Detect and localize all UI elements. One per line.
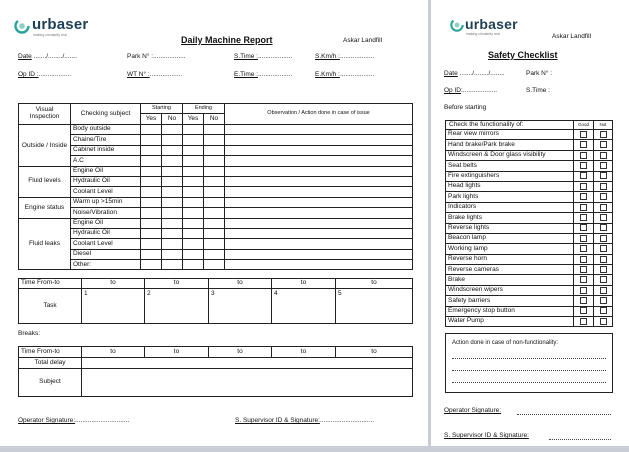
to-label: to bbox=[272, 347, 336, 358]
checklist-s-time-label: S.Time : bbox=[526, 87, 550, 94]
good-checkbox[interactable] bbox=[580, 307, 587, 314]
park-no-label: Park N° : bbox=[127, 53, 154, 60]
s-time-label: S.Time : bbox=[234, 53, 258, 60]
not-checkbox[interactable] bbox=[600, 162, 607, 169]
task-cell-4[interactable] bbox=[272, 289, 336, 324]
op-id-value: .................. bbox=[38, 71, 72, 78]
e-time-label: E.Time : bbox=[234, 71, 258, 78]
s-km-field[interactable] bbox=[315, 53, 374, 60]
op-id-label: Op ID : bbox=[18, 71, 39, 78]
end-yes-cell[interactable] bbox=[183, 228, 204, 238]
s-time-field[interactable] bbox=[234, 53, 292, 60]
start-yes-cell[interactable] bbox=[141, 249, 162, 259]
check-item: Cabinet inside bbox=[71, 145, 141, 155]
task-cell-2[interactable] bbox=[145, 289, 209, 324]
to-label: to bbox=[272, 279, 336, 289]
date-label: Date bbox=[18, 53, 32, 60]
header-visual-inspection: Visual Inspection bbox=[19, 104, 71, 125]
checklist-item: Windscreen wipers bbox=[446, 285, 574, 295]
good-checkbox[interactable] bbox=[580, 152, 587, 159]
end-yes-cell[interactable] bbox=[183, 156, 204, 166]
check-item: Noise/Vibration bbox=[71, 208, 141, 218]
s-km-value: ................... bbox=[339, 53, 375, 60]
supervisor-signature[interactable] bbox=[235, 417, 374, 424]
start-yes-cell[interactable] bbox=[141, 135, 162, 145]
report-title: Daily Machine Report bbox=[181, 35, 273, 45]
checklist-item: Fire extinguishers bbox=[446, 171, 574, 181]
checklist-item: Indicators bbox=[446, 202, 574, 212]
not-checkbox[interactable] bbox=[600, 276, 607, 283]
observation-cell[interactable] bbox=[225, 156, 413, 166]
wt-no-field[interactable] bbox=[127, 71, 182, 78]
start-no-cell[interactable] bbox=[162, 125, 183, 135]
observation-cell[interactable] bbox=[225, 166, 413, 176]
check-item: Body outside bbox=[71, 125, 141, 135]
end-no-cell[interactable] bbox=[204, 176, 225, 186]
good-checkbox[interactable] bbox=[580, 318, 587, 325]
to-label: to bbox=[209, 279, 272, 289]
checklist-item: Safety barriers bbox=[446, 296, 574, 306]
not-checkbox[interactable] bbox=[600, 307, 607, 314]
start-no-cell[interactable] bbox=[162, 176, 183, 186]
operator-signature-dots: .............................. bbox=[75, 417, 130, 424]
check-item: Engine Oil bbox=[71, 218, 141, 228]
header-checking-subject: Checking subject bbox=[71, 104, 141, 125]
end-yes-cell[interactable] bbox=[183, 166, 204, 176]
task-number: 4 bbox=[274, 290, 278, 297]
check-item: Diesel bbox=[71, 249, 141, 259]
not-checkbox[interactable] bbox=[600, 172, 607, 179]
to-label: to bbox=[145, 279, 209, 289]
check-item: Hydraulic Oil bbox=[71, 176, 141, 186]
action-line-2 bbox=[452, 370, 606, 371]
op-id-field[interactable] bbox=[18, 71, 71, 78]
good-checkbox[interactable] bbox=[580, 131, 587, 138]
e-km-field[interactable] bbox=[315, 71, 374, 78]
e-km-label: E.Km/h : bbox=[315, 71, 340, 78]
checklist-item: Reverse lights bbox=[446, 223, 574, 233]
checklist-item: Seat belts bbox=[446, 161, 574, 171]
checklist-item: Rear view mirrors bbox=[446, 130, 574, 140]
good-checkbox[interactable] bbox=[580, 141, 587, 148]
functionality-header: Check the functionality of: bbox=[446, 121, 574, 130]
good-checkbox[interactable] bbox=[580, 235, 587, 242]
start-yes-cell[interactable] bbox=[141, 166, 162, 176]
check-item: Chaine/Tire bbox=[71, 135, 141, 145]
observation-cell[interactable] bbox=[225, 135, 413, 145]
not-checkbox[interactable] bbox=[600, 152, 607, 159]
task-number: 2 bbox=[147, 290, 151, 297]
header-end-yes: Yes bbox=[183, 114, 204, 125]
checklist-item: Working lamp bbox=[446, 244, 574, 254]
check-item: Other: bbox=[71, 260, 141, 270]
good-checkbox[interactable] bbox=[580, 193, 587, 200]
end-no-cell[interactable] bbox=[204, 145, 225, 155]
start-no-cell[interactable] bbox=[162, 156, 183, 166]
start-yes-cell[interactable] bbox=[141, 228, 162, 238]
good-checkbox[interactable] bbox=[580, 276, 587, 283]
not-checkbox[interactable] bbox=[600, 266, 607, 273]
end-yes-cell[interactable] bbox=[183, 135, 204, 145]
not-checkbox[interactable] bbox=[600, 214, 607, 221]
good-checkbox[interactable] bbox=[580, 245, 587, 252]
safety-checklist-page bbox=[431, 0, 629, 446]
not-checkbox[interactable] bbox=[600, 183, 607, 190]
end-yes-cell[interactable] bbox=[183, 249, 204, 259]
park-no-field[interactable] bbox=[127, 53, 186, 60]
end-no-cell[interactable] bbox=[204, 187, 225, 197]
s-time-value: ................... bbox=[257, 53, 293, 60]
checklist-item: Beacon lamp bbox=[446, 233, 574, 243]
checklist-item: Brake bbox=[446, 275, 574, 285]
observation-cell[interactable] bbox=[225, 260, 413, 270]
urbaser-logo-icon bbox=[14, 18, 30, 34]
good-checkbox[interactable] bbox=[580, 287, 587, 294]
e-time-value: ................... bbox=[257, 71, 293, 78]
not-checkbox[interactable] bbox=[600, 224, 607, 231]
e-km-value: ................... bbox=[339, 71, 375, 78]
start-yes-cell[interactable] bbox=[141, 239, 162, 249]
date-field[interactable] bbox=[18, 53, 77, 60]
check-item: Coolant Level bbox=[71, 239, 141, 249]
start-yes-cell[interactable] bbox=[141, 218, 162, 228]
checklist-item: Windscreen & Door glass visibility bbox=[446, 150, 574, 160]
start-no-cell[interactable] bbox=[162, 239, 183, 249]
start-yes-cell[interactable] bbox=[141, 176, 162, 186]
end-yes-cell[interactable] bbox=[183, 125, 204, 135]
start-no-cell[interactable] bbox=[162, 166, 183, 176]
not-checkbox[interactable] bbox=[600, 287, 607, 294]
check-item: A.C bbox=[71, 156, 141, 166]
check-item: Engine Oil bbox=[71, 166, 141, 176]
good-checkbox[interactable] bbox=[580, 256, 587, 263]
date-value: ......./......../....... bbox=[33, 53, 77, 60]
end-yes-cell[interactable] bbox=[183, 176, 204, 186]
end-no-cell[interactable] bbox=[204, 249, 225, 259]
observation-cell[interactable] bbox=[225, 228, 413, 238]
checklist-date-label: Date bbox=[444, 70, 458, 77]
start-yes-cell[interactable] bbox=[141, 156, 162, 166]
to-label: to bbox=[82, 347, 145, 358]
check-item: Hydraulic Oil bbox=[71, 228, 141, 238]
header-end-no: No bbox=[204, 114, 225, 125]
start-yes-cell[interactable] bbox=[141, 125, 162, 135]
supervisor-signature-dots: .............................. bbox=[319, 417, 375, 424]
checklist-park-no-field[interactable] bbox=[526, 70, 552, 77]
end-no-cell[interactable] bbox=[204, 208, 225, 218]
header-start-no: No bbox=[162, 114, 183, 125]
park-no-value: .................. bbox=[153, 53, 186, 60]
start-no-cell[interactable] bbox=[162, 208, 183, 218]
good-checkbox[interactable] bbox=[580, 266, 587, 273]
observation-cell[interactable] bbox=[225, 239, 413, 249]
task-label: Task bbox=[19, 289, 82, 324]
checklist-item: Water Pump bbox=[446, 317, 574, 327]
end-yes-cell[interactable] bbox=[183, 208, 204, 218]
not-checkbox[interactable] bbox=[600, 318, 607, 325]
to-label: to bbox=[336, 279, 413, 289]
header-observation: Observation / Action done in case of issue bbox=[225, 104, 413, 125]
checklist-item: Reverse cameras bbox=[446, 265, 574, 275]
wt-no-value: .................. bbox=[149, 71, 183, 78]
to-label: to bbox=[336, 347, 413, 358]
checklist-item: Reverse horn bbox=[446, 254, 574, 264]
header-starting: Starting bbox=[141, 104, 183, 114]
time-from-to-label: Time From-to bbox=[19, 279, 82, 289]
observation-cell[interactable] bbox=[225, 125, 413, 135]
end-yes-cell[interactable] bbox=[183, 187, 204, 197]
brand-name: urbaser bbox=[32, 16, 89, 33]
checklist-date-field[interactable] bbox=[444, 70, 505, 77]
urbaser-logo-icon bbox=[450, 18, 464, 32]
before-starting-label: Before starting bbox=[444, 104, 487, 111]
start-no-cell[interactable] bbox=[162, 135, 183, 145]
good-checkbox[interactable] bbox=[580, 204, 587, 211]
start-no-cell[interactable] bbox=[162, 218, 183, 228]
start-yes-cell[interactable] bbox=[141, 208, 162, 218]
observation-cell[interactable] bbox=[225, 145, 413, 155]
end-no-cell[interactable] bbox=[204, 239, 225, 249]
task-number: 5 bbox=[338, 290, 342, 297]
task-table bbox=[18, 278, 413, 324]
observation-cell[interactable] bbox=[225, 176, 413, 186]
end-yes-cell[interactable] bbox=[183, 218, 204, 228]
start-yes-cell[interactable] bbox=[141, 145, 162, 155]
e-time-field[interactable] bbox=[234, 71, 292, 78]
operator-signature-line bbox=[517, 414, 611, 415]
not-checkbox[interactable] bbox=[600, 256, 607, 263]
end-yes-cell[interactable] bbox=[183, 197, 204, 207]
observation-cell[interactable] bbox=[225, 249, 413, 259]
checklist-item: Head lights bbox=[446, 181, 574, 191]
observation-cell[interactable] bbox=[225, 197, 413, 207]
checklist-supervisor-signature[interactable]: S. Supervisor ID & Signature: bbox=[444, 432, 529, 439]
subject-cell[interactable] bbox=[82, 369, 413, 397]
supervisor-signature-label: S. Supervisor ID & Signature: bbox=[235, 417, 320, 424]
checklist-item: Brake lights bbox=[446, 213, 574, 223]
checklist-item: Park lights bbox=[446, 192, 574, 202]
group-fluid-levels: Fluid levels bbox=[19, 166, 71, 197]
checklist-item: Hand brake/Park brake bbox=[446, 140, 574, 150]
start-no-cell[interactable] bbox=[162, 249, 183, 259]
good-checkbox[interactable] bbox=[580, 183, 587, 190]
checklist-op-id-field[interactable] bbox=[444, 87, 497, 94]
checklist-title: Safety Checklist bbox=[488, 50, 558, 60]
end-no-cell[interactable] bbox=[204, 218, 225, 228]
start-yes-cell[interactable] bbox=[141, 260, 162, 270]
group-engine-status: Engine status bbox=[19, 197, 71, 218]
start-yes-cell[interactable] bbox=[141, 187, 162, 197]
good-checkbox[interactable] bbox=[580, 214, 587, 221]
to-label: to bbox=[82, 279, 145, 289]
operator-signature[interactable] bbox=[18, 417, 129, 424]
end-yes-cell[interactable] bbox=[183, 260, 204, 270]
breaks-label: Breaks: bbox=[18, 330, 41, 337]
end-no-cell[interactable] bbox=[204, 197, 225, 207]
good-checkbox[interactable] bbox=[580, 224, 587, 231]
wt-no-label: WT N° : bbox=[127, 71, 150, 78]
end-yes-cell[interactable] bbox=[183, 239, 204, 249]
brand-tagline: making circularity real bbox=[33, 33, 67, 37]
not-checkbox[interactable] bbox=[600, 235, 607, 242]
task-cell-5[interactable] bbox=[336, 289, 413, 324]
checklist-item: Emergency stop button bbox=[446, 306, 574, 316]
observation-cell[interactable] bbox=[225, 187, 413, 197]
end-yes-cell[interactable] bbox=[183, 145, 204, 155]
supervisor-signature-line bbox=[549, 439, 611, 440]
to-label: to bbox=[209, 347, 272, 358]
brand-tagline: making circularity real bbox=[466, 32, 500, 36]
observation-cell[interactable] bbox=[225, 218, 413, 228]
total-delay-label: Total delay bbox=[19, 358, 82, 369]
not-checkbox[interactable] bbox=[600, 131, 607, 138]
not-checkbox[interactable] bbox=[600, 297, 607, 304]
end-no-cell[interactable] bbox=[204, 125, 225, 135]
breaks-table bbox=[18, 346, 413, 397]
task-number: 3 bbox=[211, 290, 215, 297]
checklist-site: Askar Landfill bbox=[552, 33, 592, 40]
break-time-from-to-label: Time From-to bbox=[19, 347, 82, 358]
end-no-cell[interactable] bbox=[204, 135, 225, 145]
not-checkbox[interactable] bbox=[600, 193, 607, 200]
not-checkbox[interactable] bbox=[600, 204, 607, 211]
good-checkbox[interactable] bbox=[580, 172, 587, 179]
checklist-op-id-value: :................... bbox=[460, 87, 498, 94]
action-line-1 bbox=[452, 358, 606, 359]
start-yes-cell[interactable] bbox=[141, 197, 162, 207]
start-no-cell[interactable] bbox=[162, 197, 183, 207]
good-header: Good bbox=[574, 121, 594, 130]
header-ending: Ending bbox=[183, 104, 225, 114]
group-outside-inside: Outside / Inside bbox=[19, 125, 71, 167]
header-start-yes: Yes bbox=[141, 114, 162, 125]
checklist-park-no-label: Park N° : bbox=[526, 70, 553, 77]
observation-cell[interactable] bbox=[225, 208, 413, 218]
not-checkbox[interactable] bbox=[600, 245, 607, 252]
start-no-cell[interactable] bbox=[162, 260, 183, 270]
end-no-cell[interactable] bbox=[204, 228, 225, 238]
operator-signature-label: Operator Signature: bbox=[18, 417, 76, 424]
start-no-cell[interactable] bbox=[162, 145, 183, 155]
task-number: 1 bbox=[84, 290, 88, 297]
end-no-cell[interactable] bbox=[204, 166, 225, 176]
not-checkbox[interactable] bbox=[600, 141, 607, 148]
to-label: to bbox=[145, 347, 209, 358]
checklist-operator-signature[interactable]: Operator Signature: bbox=[444, 407, 502, 414]
subject-label: Subject bbox=[19, 369, 82, 397]
good-checkbox[interactable] bbox=[580, 297, 587, 304]
start-no-cell[interactable] bbox=[162, 228, 183, 238]
checklist-op-id-label: Op ID bbox=[444, 87, 461, 94]
check-item: Warm up >15min bbox=[71, 197, 141, 207]
task-cell-1[interactable] bbox=[82, 289, 145, 324]
inspection-table bbox=[18, 103, 413, 270]
s-km-label: S.Km/h : bbox=[315, 53, 340, 60]
action-box[interactable] bbox=[445, 333, 613, 393]
action-line-3 bbox=[452, 382, 606, 383]
start-no-cell[interactable] bbox=[162, 187, 183, 197]
check-item: Coolant Level bbox=[71, 187, 141, 197]
functionality-table bbox=[445, 120, 613, 327]
report-site: Askar Landfill bbox=[343, 37, 383, 44]
total-delay-cell[interactable] bbox=[82, 358, 413, 369]
brand-name: urbaser bbox=[465, 16, 518, 32]
action-label: Action done in case of non-functionality: bbox=[452, 340, 559, 346]
end-no-cell[interactable] bbox=[204, 260, 225, 270]
checklist-s-time-field[interactable] bbox=[526, 87, 550, 94]
good-checkbox[interactable] bbox=[580, 162, 587, 169]
not-header: Not bbox=[594, 121, 613, 130]
checklist-date-value: ......./......../........ bbox=[459, 70, 505, 77]
group-fluid-leaks: Fluid leaks bbox=[19, 218, 71, 270]
end-no-cell[interactable] bbox=[204, 156, 225, 166]
task-cell-3[interactable] bbox=[209, 289, 272, 324]
